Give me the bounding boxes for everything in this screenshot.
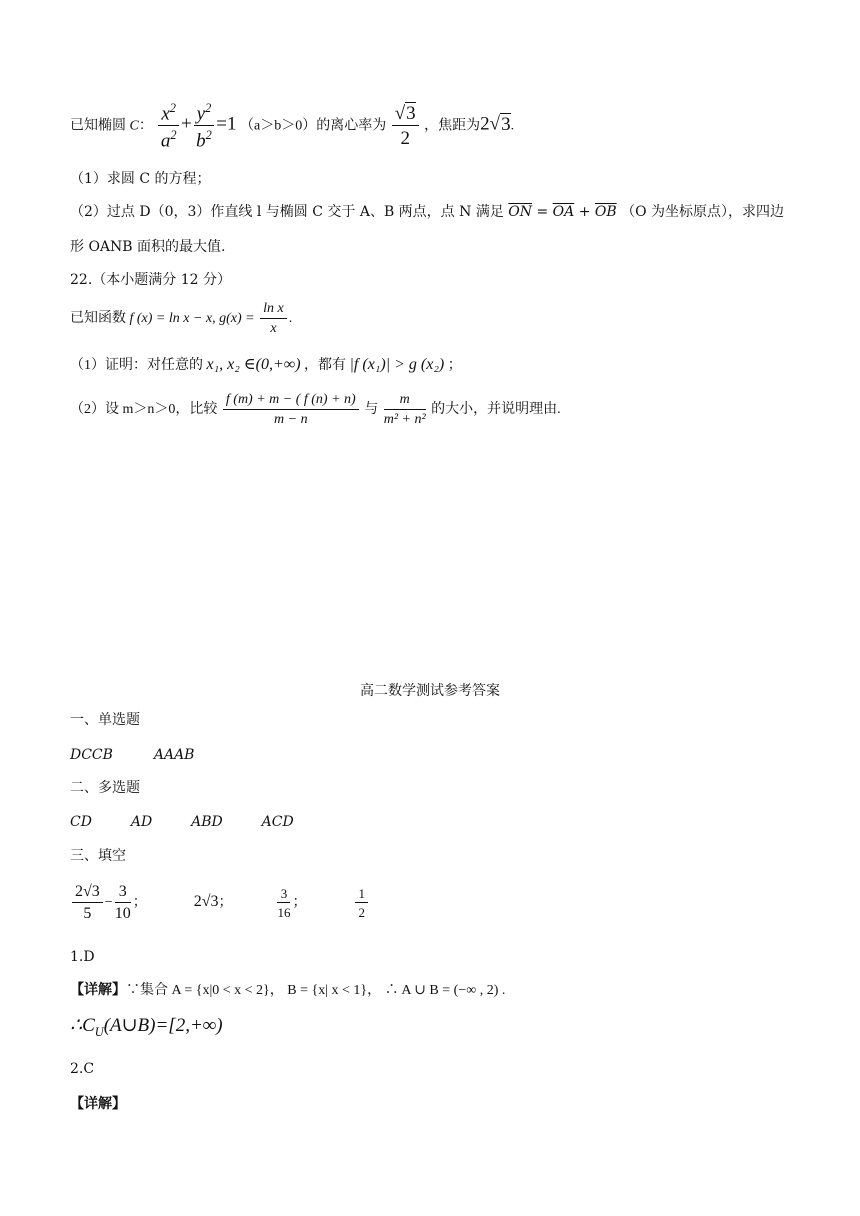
q22-title: 22.（本小题满分 12 分） [70,272,231,288]
answer-1-detail [70,984,505,998]
q22-intro [70,302,292,336]
f2-den: 10 [114,905,131,922]
section-multi-choice: 二、多选题 [70,780,140,796]
q21-part2: （2）过点 D（0，3）作直线 l 与椭圆 C 交于 A、B 两点，点 N 满足 $\overline{ON} = \overline{OA} + \overline{OB}$ （O 为坐标原点），求四边 [70,204,785,220]
period: . [288,311,293,327]
blank1-frac-a [72,884,103,922]
g-fraction [260,302,287,336]
c1-num: f (m) + m − ( f (n) + n) [223,393,359,410]
equals-one: =1 [216,113,237,135]
fraction-y2-b2: $\frac{y^2}{b^2}$ [194,102,215,151]
blank4-frac [355,887,368,919]
q21-part1: （1）求圆 C 的方程； [70,171,211,187]
f2-num: 3 [115,884,131,903]
fx-den: a [160,130,171,152]
answer-1-result [70,1016,223,1038]
answer-1-label: 1.D [70,949,95,965]
q22-part2-b: 与 [364,402,379,418]
q22-part1-a: （1）证明：对任意的 [70,358,203,373]
single-choice-answers [70,748,194,762]
blank3-frac [277,887,290,919]
minus-sign: − [104,895,113,911]
colon: ： [138,118,153,134]
condition-text: （a＞b＞0）的离心率为 [240,118,387,134]
ellipse-name: C [129,118,139,134]
answers-title: 高二数学测试参考答案 [360,683,500,699]
q21-part2-a: （2）过点 D（0，3）作直线 l 与椭圆 C 交于 A、B 两点，点 N 满足 [70,204,504,220]
q22-part1-domain: x₁, x₂ ∈(0,+∞) [206,356,301,373]
answer-group: AAAB [153,747,195,763]
answer-group: AD [130,814,153,830]
g-num: ln x [260,302,287,319]
answer-group: ABD [191,814,223,830]
result-sub: U [94,1024,104,1039]
eccentricity-fraction: $\frac{√3}{2}$ [392,104,419,148]
answer-2-detail-label: 【详解】 [70,1096,126,1112]
blank1-frac-b [115,884,131,922]
fy-den: b [196,130,206,152]
plus-sign: + [180,113,192,135]
separator: ； [218,895,233,911]
fraction-x2-a2: $\frac{x^2}{a^2}$ [158,102,179,151]
ecc-num: 3 [406,103,416,125]
q22-part1-c: ； [447,358,462,373]
q21-part2-b: （O 为坐标原点），求四边 [621,204,785,220]
q22-intro-text: 已知函数 [70,311,126,327]
f1-num: 2√3 [72,884,103,903]
q22-part1-b: ，都有 [304,358,347,373]
vector-on: $\overline{ON}$ [508,204,533,220]
function-definitions: f (x) = ln x − x, g(x) = [129,311,255,327]
f4-den: 2 [358,905,365,920]
separator: ； [292,895,307,911]
q22-part2-c: 的大小，并说明理由. [431,402,561,418]
result-prefix: ∴C [70,1015,95,1036]
q22-part2 [70,393,561,427]
c2-den: m² + n² [383,412,426,427]
q22-part2-a: （2）设 m＞n＞0，比较 [70,402,218,418]
f1-den: 5 [83,905,92,922]
focal-value: 2√3 [480,113,511,135]
fill-blank-answers [70,884,370,922]
answer-2-label: 2.C [70,1061,95,1077]
period: . [510,118,515,134]
section-fill-blank: 三、填空 [70,848,126,864]
vector-ob: $\overline{OB}$ [594,204,617,220]
q21-intro [70,102,514,151]
answer-group: CD [70,814,92,830]
detail-label: 【详解】 [70,983,126,998]
answer-group: ACD [261,814,294,830]
focal-pre: ，焦距为 [424,118,481,134]
f4-num: 1 [355,887,368,903]
g-den: x [270,321,277,336]
blank2-answer: 2√3 [193,893,219,911]
q22-part1 [70,357,462,373]
q21-part2-cont: 形 OANB 面积的最大值. [70,239,226,255]
answer-group: DCCB [70,747,113,763]
fy-num: y [196,103,206,125]
f3-num: 3 [277,887,290,903]
vector-oa: $\overline{OA}$ [552,204,575,220]
compare-fraction-2 [384,393,426,427]
compare-fraction-1 [223,393,359,427]
c1-den: m − n [274,412,308,427]
fx-num: x [161,103,170,125]
q22-inequality: |f (x₁)| > g (x₂) [349,356,445,373]
separator: ； [132,895,147,911]
section-single-choice: 一、单选题 [70,712,140,728]
result-set: (A∪B)=[2,+∞) [103,1015,223,1036]
f3-den: 16 [277,905,291,920]
q21-intro-pre: 已知椭圆 [70,118,126,134]
c2-num: m [384,393,426,410]
detail-text: ∵集合 A = {x|0 < x < 2}， B = {x| x < 1}， ∴ A ∪ B = (−∞ , 2) . [126,983,506,998]
multi-choice-answers [70,815,294,829]
ecc-den: 2 [400,128,410,150]
